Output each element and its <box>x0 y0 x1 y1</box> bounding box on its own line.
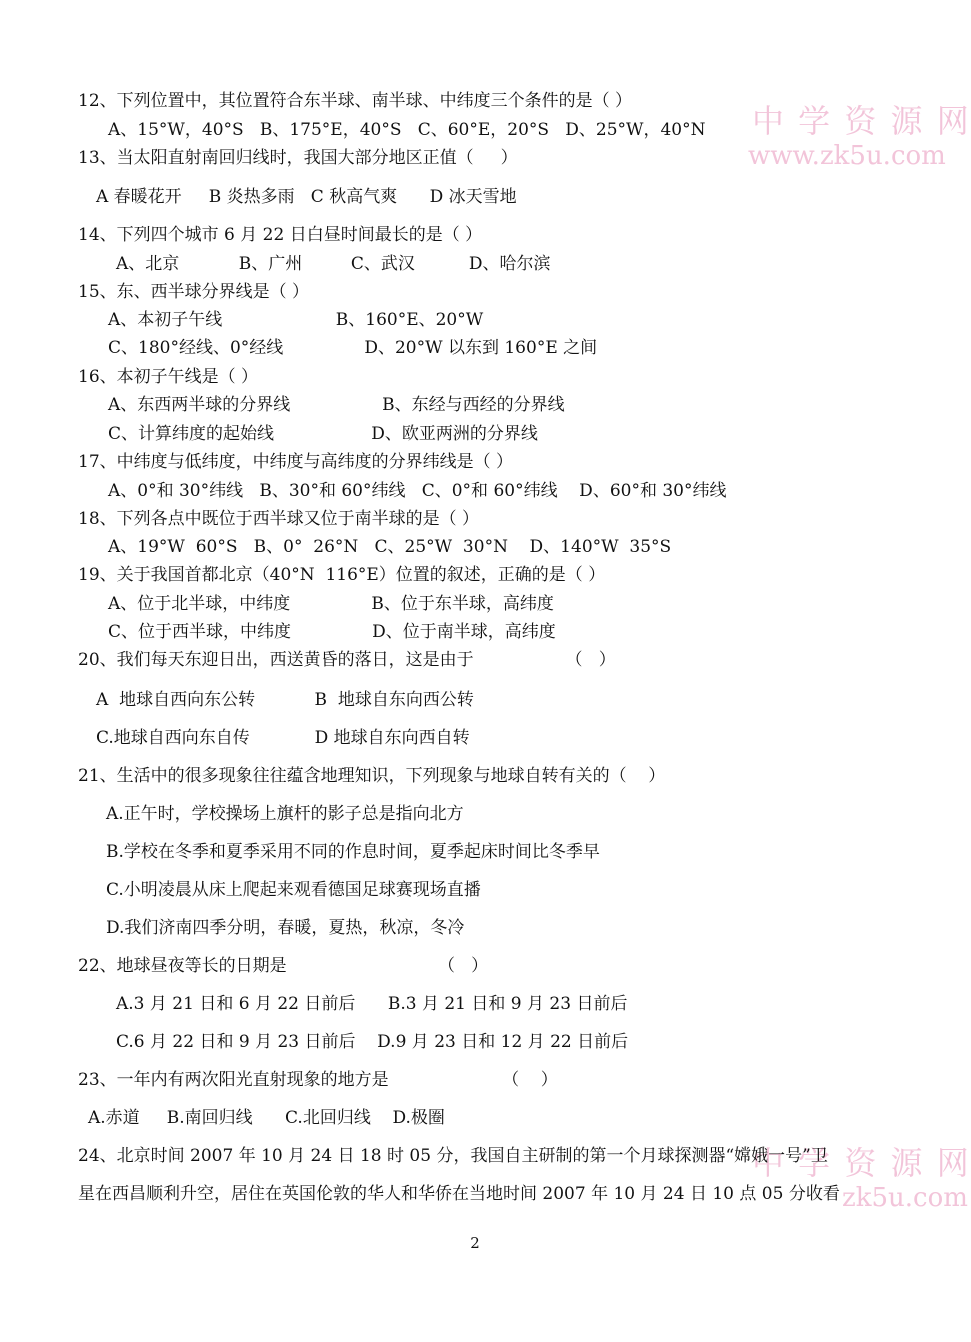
watermark-bottom-url: zk5u.com <box>842 1183 968 1213</box>
question-23: 23、一年内有两次阳光直射现象的地方是 （ ） <box>78 1070 558 1090</box>
question-21-option-b: B.学校在冬季和夏季采用不同的作息时间，夏季起床时间比冬季早 <box>106 842 600 862</box>
question-22: 22、地球昼夜等长的日期是 （ ） <box>78 956 489 976</box>
question-22-options-1: A.3 月 21 日和 6 月 22 日前后 B.3 月 21 日和 9 月 23 日前后 <box>116 994 628 1014</box>
watermark-top-url: www.zk5u.com <box>748 141 946 171</box>
question-21-option-c: C.小明凌晨从床上爬起来观看德国足球赛现场直播 <box>106 880 481 900</box>
question-17-options: A、0°和 30°纬线 B、30°和 60°纬线 C、0°和 60°纬线 D、60°和 30°纬线 <box>108 481 727 501</box>
question-12-options: A、15°W，40°S B、175°E，40°S C、60°E，20°S D、25°W，40°N <box>108 120 706 140</box>
question-17: 17、中纬度与低纬度，中纬度与高纬度的分界纬线是（ ） <box>78 452 514 472</box>
watermark-top-text: 中 学 资 源 网 <box>752 102 971 140</box>
question-19-options-1: A、位于北半球，中纬度 B、位于东半球，高纬度 <box>108 594 554 614</box>
question-20-options-1: A 地球自西向东公转 B 地球自东向西公转 <box>96 690 474 710</box>
question-18-options: A、19°W 60°S B、0° 26°N C、25°W 30°N D、140°W 35°S <box>108 537 672 557</box>
question-22-options-2: C.6 月 22 日和 9 月 23 日前后 D.9 月 23 日和 12 月 22 日前后 <box>116 1032 629 1052</box>
question-19: 19、关于我国首都北京（40°N 116°E）位置的叙述，正确的是（ ） <box>78 565 606 585</box>
question-24-line-2: 星在西昌顺利升空，居住在英国伦敦的华人和华侨在当地时间 2007 年 10 月 24 日 10 点 05 分收看 <box>78 1184 840 1204</box>
question-21: 21、生活中的很多现象往往蕴含地理知识，下列现象与地球自转有关的（ ） <box>78 766 666 786</box>
question-14: 14、下列四个城市 6 月 22 日白昼时间最长的是（ ） <box>78 225 483 245</box>
question-16-options-2: C、计算纬度的起始线 D、欧亚两洲的分界线 <box>108 424 538 444</box>
question-15-options-2: C、180°经线、0°经线 D、20°W 以东到 160°E 之间 <box>108 338 598 358</box>
question-16: 16、本初子午线是（ ） <box>78 367 259 387</box>
question-14-options: A、北京 B、广州 C、武汉 D、哈尔滨 <box>116 254 551 274</box>
question-18: 18、下列各点中既位于西半球又位于南半球的是（ ） <box>78 509 480 529</box>
question-23-options: A.赤道 B.南回归线 C.北回归线 D.极圈 <box>88 1108 445 1128</box>
watermark-bottom-text: 中 学 资 源 网 <box>752 1144 971 1182</box>
question-21-option-a: A.正午时，学校操场上旗杆的影子总是指向北方 <box>106 804 464 824</box>
question-20: 20、我们每天东迎日出，西送黄昏的落日，这是由于 （ ） <box>78 650 616 670</box>
question-15-options-1: A、本初子午线 B、160°E、20°W <box>108 310 484 330</box>
question-12: 12、下列位置中，其位置符合东半球、南半球、中纬度三个条件的是（ ） <box>78 91 633 111</box>
question-24-line-1: 24、北京时间 2007 年 10 月 24 日 18 时 05 分，我国自主研制的第一个月球探测器“嫦娥一号”卫 <box>78 1146 828 1166</box>
question-13-options: A 春暖花开 B 炎热多雨 C 秋高气爽 D 冰天雪地 <box>96 187 517 207</box>
page-number: 2 <box>470 1234 480 1252</box>
question-19-options-2: C、位于西半球，中纬度 D、位于南半球，高纬度 <box>108 622 556 642</box>
question-15: 15、东、西半球分界线是（ ） <box>78 282 310 302</box>
question-20-options-2: C.地球自西向东自传 D 地球自东向西自转 <box>96 728 470 748</box>
question-16-options-1: A、东西两半球的分界线 B、东经与西经的分界线 <box>108 395 565 415</box>
question-13: 13、当太阳直射南回归线时，我国大部分地区正值（ ） <box>78 148 518 168</box>
question-21-option-d: D.我们济南四季分明，春暖，夏热，秋凉，冬冷 <box>106 918 465 938</box>
